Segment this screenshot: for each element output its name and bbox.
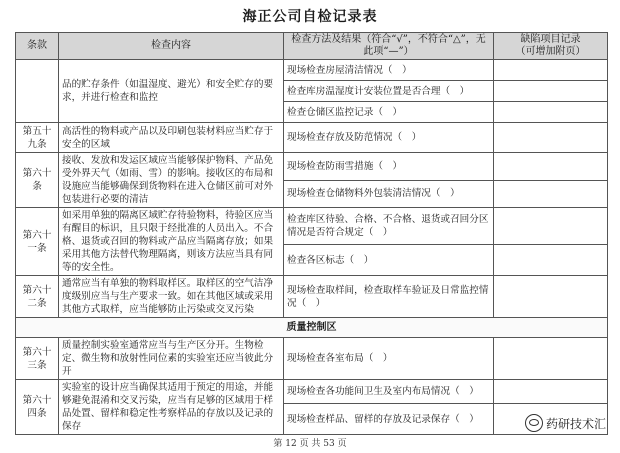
table-row	[16, 60, 608, 81]
table-row	[16, 123, 608, 153]
header-method: 检查方法及结果（符合“√”，不符合“△”，无此项“—”）	[284, 33, 494, 60]
clause-cell: 第六十一条	[16, 208, 59, 276]
table-row	[16, 276, 608, 318]
clause-cell: 第五十九条	[16, 123, 59, 153]
header-defect	[494, 33, 608, 60]
check-cell: 现场检查取样间，检查取样车验证及日常监控情况（ ）	[284, 276, 494, 318]
defect-cell[interactable]	[494, 338, 608, 380]
defect-cell[interactable]	[494, 245, 608, 276]
check-cell: 现场检查房屋清洁情况（ ）	[284, 60, 494, 81]
check-cell: 检查各区标志（ ）	[284, 245, 494, 276]
clause-cell	[16, 60, 59, 123]
content-cell: 通常应当有单独的物料取样区。取样区的空气洁净度级别应当与生产要求一致。如在其他区域或采用其他方式取样，应当能够防止污染或交叉污染	[59, 276, 284, 318]
clause-cell: 第六十四条	[16, 380, 59, 435]
defect-cell[interactable]	[494, 102, 608, 123]
defect-cell[interactable]	[494, 276, 608, 318]
content-cell: 高活性的物料或产品以及印刷包装材料应当贮存于安全的区域	[59, 123, 284, 153]
table-header-row	[16, 33, 608, 60]
header-defect-line2: （可增加附页）	[515, 46, 586, 57]
table-row	[16, 338, 608, 380]
clause-cell: 第六十条	[16, 153, 59, 208]
defect-cell[interactable]	[494, 153, 608, 181]
table-row	[16, 380, 608, 404]
check-cell: 现场检查存放及防范情况（ ）	[284, 123, 494, 153]
defect-cell[interactable]	[494, 180, 608, 208]
watermark	[525, 414, 606, 432]
section-row	[16, 318, 608, 338]
document-title: 海正公司自检记录表	[242, 9, 378, 25]
content-cell: 品的贮存条件（如温湿度、避光）和安全贮存的要求，并进行检查和监控	[59, 60, 284, 123]
check-cell: 检查仓储区监控记录（ ）	[284, 102, 494, 123]
content-cell: 如采用单独的隔离区域贮存待验物料，待验区应当有醒目的标识，且只限于经批准的人员出入。不合格、退货或召回的物料或产品应当隔离存放；如果采用其他方法替代物理隔离，则该方法应当具有同等的安全性。	[59, 208, 284, 276]
defect-cell[interactable]	[494, 380, 608, 404]
check-cell: 现场检查防雨雪措施（ ）	[284, 153, 494, 181]
content-cell: 接收、发放和发运区域应当能够保护物料、产品免受外界天气（如雨、雪）的影响。接收区的布局和设施应当能够确保到货物料在进入仓储区前可对外包装进行必要的清洁	[59, 153, 284, 208]
defect-cell[interactable]	[494, 208, 608, 245]
header-content: 检查内容	[59, 33, 284, 60]
content-cell: 实验室的设计应当确保其适用于预定的用途，并能够避免混淆和交叉污染，应当有足够的区域用于样品处置、留样和稳定性考察样品的存放以及记录的保存	[59, 380, 284, 435]
header-defect-line1: 缺陷项目记录	[520, 34, 581, 45]
check-cell: 现场检查仓储物料外包装清洁情况（ ）	[284, 180, 494, 208]
content-cell: 质量控制实验室通常应当与生产区分开。生物检定、微生物和放射性同位素的实验室还应当彼此分开	[59, 338, 284, 380]
check-cell: 检查库区待验、合格、不合格、退货或召回分区情况是否符合规定（ ）	[284, 208, 494, 245]
watermark-text: 药研技术汇	[545, 416, 606, 431]
table-row	[16, 208, 608, 245]
wechat-icon	[525, 414, 543, 432]
check-cell: 现场检查各室布局（ ）	[284, 338, 494, 380]
defect-cell[interactable]	[494, 81, 608, 102]
page-footer: 第 12 页 共 53 页	[273, 439, 347, 449]
header-clause: 条款	[16, 33, 59, 60]
table-row	[16, 153, 608, 181]
check-cell: 现场检查各功能间卫生及室内布局情况（ ）	[284, 380, 494, 404]
defect-cell[interactable]	[494, 123, 608, 153]
clause-cell: 第六十二条	[16, 276, 59, 318]
check-cell: 检查库房温湿度计安装位置是否合理（ ）	[284, 81, 494, 102]
check-cell: 现场检查样品、留样的存放及记录保存（ ）	[284, 404, 494, 435]
self-inspection-table	[15, 32, 608, 435]
section-title: 质量控制区	[16, 318, 608, 338]
defect-cell[interactable]	[494, 60, 608, 81]
clause-cell: 第六十三条	[16, 338, 59, 380]
